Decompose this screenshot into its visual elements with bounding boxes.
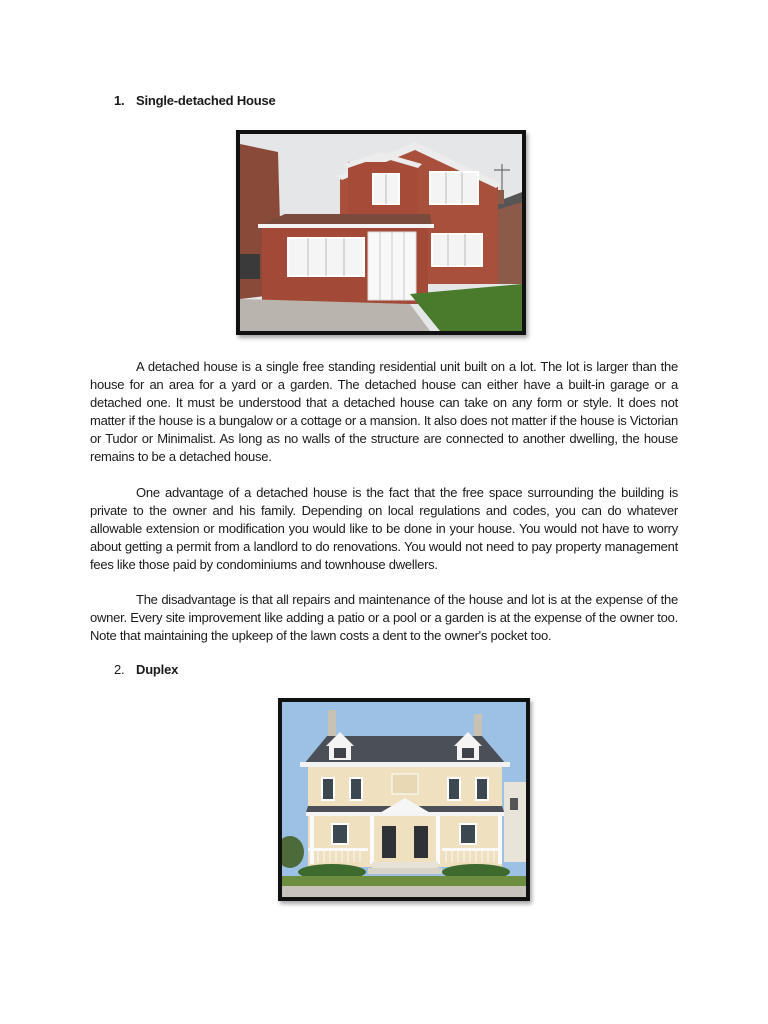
detached-house-photo bbox=[236, 130, 526, 335]
paragraph-advantage: One advantage of a detached house is the fact that the free space surrounding the building is private to the owner and his family. Depending on local regulations and codes, you can do whatever allowable extension or modification you would like to be done in your house. You would not have to worry about getting a permit from a landlord to do renovations. You would not need to pay property management fees like those paid by condominiums and townhouse dwellers. bbox=[90, 485, 678, 572]
section-2-heading bbox=[114, 662, 178, 677]
duplex-house-photo bbox=[278, 698, 530, 901]
section-2-title: Duplex bbox=[136, 662, 179, 677]
section-1-title: Single-detached House bbox=[136, 93, 276, 108]
paragraph-definition: A detached house is a single free standing residential unit built on a lot. The lot is larger than the house for an area for a yard or a garden. The detached house can either have a built-in garage or a detached one. It must be understood that a detached house can take on any form or style. It does not matter if the house is a bungalow or a cottage or a mansion. It also does not matter if the house is Victorian or Tudor or Minimalist. As long as no walls of the structure are connected to another dwelling, the house remains to be a detached house. bbox=[90, 359, 678, 464]
paragraph-disadvantage: The disadvantage is that all repairs and maintenance of the house and lot is at the expense of the owner. Every site improvement like adding a patio or a pool or a garden is at the expense of the owner too. Note that maintaining the upkeep of the lawn costs a dent to the owner's pocket too. bbox=[90, 592, 678, 643]
section-2-number: 2. bbox=[114, 662, 125, 677]
section-1-heading bbox=[114, 93, 276, 108]
section-1-number: 1. bbox=[114, 93, 125, 108]
